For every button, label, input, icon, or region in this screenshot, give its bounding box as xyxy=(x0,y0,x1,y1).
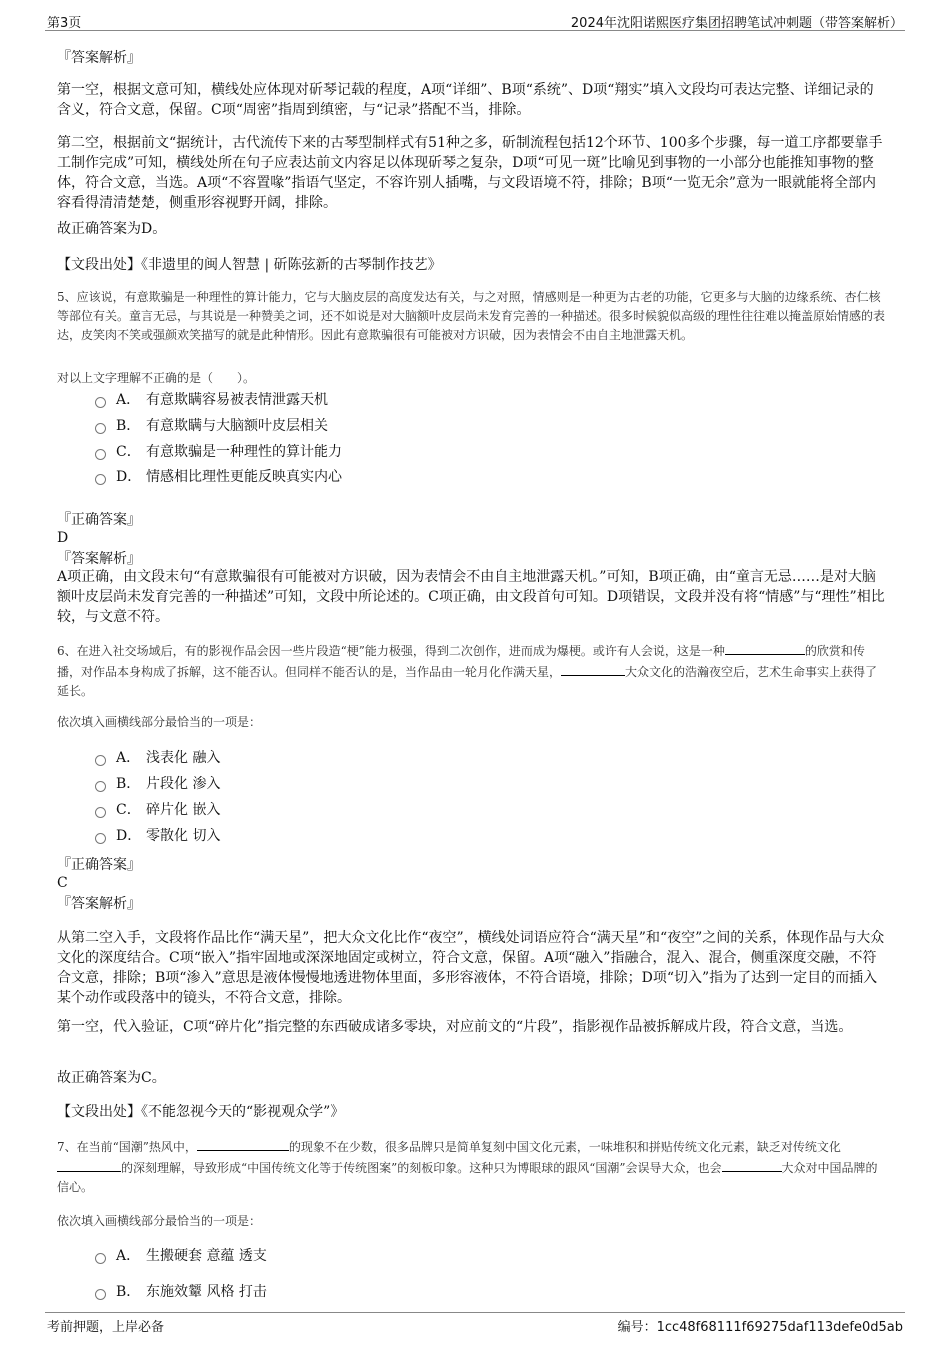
radio-icon[interactable] xyxy=(95,833,106,844)
q7-stem-part3: 的深刻理解，导致形成“中国传统文化等于传统图案”的刻板印象。这种只为博眼球的跟风“国潮”会误导大众，也会 xyxy=(121,1161,722,1175)
fill-blank-1 xyxy=(197,1136,289,1151)
q6-analysis-para1: 从第二空入手，文段将作品比作“满天星”，把大众文化比作“夜空”，横线处词语应符合“满天星”和“夜空”之间的关系，体现作品与大众文化的深度结合。C项“嵌入”指牢固地或深深地固定或树立，符合文意，保留。A项“融入”指融合，混入、混合，侧重深度交融，不符合文意，排除；B项“渗入”意思是液体慢慢地透进物体里面，多形容液体，不符合语境，排除；D项“切入”指为了达到一定目的而插入某个动作或段落中的镜头，不符合文意，排除。 xyxy=(57,930,885,1006)
q6-answer-label: 『正确答案』 xyxy=(57,857,141,873)
q5-analysis: A项正确，由文段末句“有意欺骗很有可能被对方识破，因为表情会不由自主地泄露天机。”可知，B项正确，由“童言无忌……是对大脑额叶皮层尚未发育完善的一种描述”可知，文段中所论述的。C项正确，由文段首句可知。D项错误，文段并没有将“情感”与“理性”相比较，与文意不符。 xyxy=(57,569,885,625)
q5-option-a[interactable] xyxy=(95,390,328,410)
q6-answer: C xyxy=(57,875,68,891)
q6-analysis-label: 『答案解析』 xyxy=(57,896,141,912)
q7-stem-part1: 7、在当前“国潮”热风中， xyxy=(57,1140,197,1154)
fill-blank-3 xyxy=(722,1157,782,1172)
q5-answer: D xyxy=(57,530,69,546)
option-text: 情感相比理性更能反映真实内心 xyxy=(146,469,342,485)
q7-stem-part2: 的现象不在少数，很多品牌只是简单复刻中国文化元素，一味堆积和拼贴传统文化元素，缺乏对传统文化 xyxy=(288,1140,841,1154)
q6-prompt: 依次填入画横线部分最恰当的一项是： xyxy=(57,715,262,729)
option-text: 东施效颦 风格 打击 xyxy=(146,1284,267,1300)
page-number: 第3页 xyxy=(47,16,82,31)
fill-blank-1 xyxy=(725,640,805,655)
option-letter: A． xyxy=(116,1248,141,1264)
option-letter: D． xyxy=(116,469,142,485)
q6-source: 【文段出处】《不能忽视今天的“影视观众学”》 xyxy=(57,1104,345,1120)
q7-prompt: 依次填入画横线部分最恰当的一项是： xyxy=(57,1214,262,1228)
q6-stem xyxy=(57,640,887,701)
q6-stem-part3: 大众文化的浩瀚夜空后，艺术生命事实上获得了延长。 xyxy=(57,665,878,698)
q5-option-c[interactable] xyxy=(95,442,342,462)
q6-stem-part2: 的欣赏和传播，对作品本身构成了拆解，这不能否认。但同样不能否认的是，当作品由一轮月化作满天星， xyxy=(57,644,865,679)
radio-icon[interactable] xyxy=(95,755,106,766)
document-code: 编号：1cc48f68111f69275daf113defe0d5ab xyxy=(617,1320,903,1335)
option-text: 有意欺瞒与大脑额叶皮层相关 xyxy=(146,418,328,434)
radio-icon[interactable] xyxy=(95,1253,106,1264)
q7-option-b[interactable] xyxy=(95,1282,267,1302)
q7-option-a[interactable] xyxy=(95,1246,267,1266)
page-header xyxy=(45,10,905,31)
q5-option-d[interactable] xyxy=(95,467,342,487)
q4-analysis-para2: 第二空，根据前文“据统计，古代流传下来的古琴型制样式有51种之多，斫制流程包括12个环节、100多个步骤，每一道工序都要靠手工制作完成”可知，横线处所在句子应表达前文内容足以体现斫琴之复杂，D项“可见一斑”比喻见到事物的一小部分也能推知事物的整体，符合文意，当选。A项“不容置喙”指语气坚定，不容许别人插嘴，与文段语境不符，排除；B项“一览无余”意为一眼就能将全部内容看得清清楚楚，侧重形容视野开阔，排除。 xyxy=(57,135,883,211)
fill-blank-2 xyxy=(561,661,625,676)
fill-blank-2 xyxy=(57,1157,121,1172)
q6-stem-part1: 6、在进入社交场域后，有的影视作品会因一些片段造“梗”能力极强，得到二次创作，进而成为爆梗。或许有人会说，这是一种 xyxy=(57,644,725,658)
q6-option-d[interactable] xyxy=(95,826,220,846)
option-text: 片段化 渗入 xyxy=(146,776,221,792)
q4-analysis-para1: 第一空，根据文意可知，横线处应体现对斫琴记载的程度，A项“详细”、B项“系统”、D项“翔实”填入文段均可表达完整、详细记录的含义，符合文意，保留。C项“周密”指周到缜密，与“记录”搭配不当，排除。 xyxy=(57,82,874,118)
option-letter: B． xyxy=(116,418,141,434)
q6-conclusion: 故正确答案为C。 xyxy=(57,1070,166,1086)
q4-analysis-label: 『答案解析』 xyxy=(57,50,141,66)
q5-option-b[interactable] xyxy=(95,416,328,436)
option-letter: B． xyxy=(116,776,141,792)
option-text: 有意欺瞒容易被表情泄露天机 xyxy=(146,392,328,408)
q6-option-c[interactable] xyxy=(95,800,220,820)
option-text: 有意欺骗是一种理性的算计能力 xyxy=(146,444,342,460)
q6-option-a[interactable] xyxy=(95,748,220,768)
q5-answer-label: 『正确答案』 xyxy=(57,512,141,528)
q5-analysis-label: 『答案解析』 xyxy=(57,551,141,567)
option-letter: A． xyxy=(116,392,141,408)
q4-source: 【文段出处】《非遗里的闽人智慧 | 斫陈弦新的古琴制作技艺》 xyxy=(57,257,442,273)
option-letter: C． xyxy=(116,444,141,460)
option-text: 生搬硬套 意蕴 透支 xyxy=(146,1248,267,1264)
option-text: 零散化 切入 xyxy=(146,828,221,844)
radio-icon[interactable] xyxy=(95,474,106,485)
radio-icon[interactable] xyxy=(95,781,106,792)
q6-option-b[interactable] xyxy=(95,774,220,794)
radio-icon[interactable] xyxy=(95,397,106,408)
radio-icon[interactable] xyxy=(95,423,106,434)
q4-conclusion: 故正确答案为D。 xyxy=(57,221,167,237)
option-letter: B． xyxy=(116,1284,141,1300)
q5-prompt: 对以上文字理解不正确的是（ ）。 xyxy=(57,371,256,385)
q7-stem xyxy=(57,1136,887,1197)
footer-slogan: 考前押题，上岸必备 xyxy=(47,1320,165,1335)
option-text: 碎片化 嵌入 xyxy=(146,802,221,818)
radio-icon[interactable] xyxy=(95,807,106,818)
q5-stem: 5、应该说，有意欺骗是一种理性的算计能力，它与大脑皮层的高度发达有关，与之对照，情感则是一种更为古老的功能，它更多与大脑的边缘系统、杏仁核等部位有关。童言无忌，与其说是一种赞美之词，还不如说是对大脑额叶皮层尚未发育完善的一种描述。很多时候貌似高级的理性往往难以掩盖原始情感的表达，皮笑肉不笑或强颜欢笑描写的就是此种情形。因此有意欺骗很有可能被对方识破，因为表情会不由自主地泄露天机。 xyxy=(57,290,886,342)
q6-analysis-para2: 第一空，代入验证，C项“碎片化”指完整的东西破成诸多零块，对应前文的“片段”，指影视作品被拆解成片段，符合文意，当选。 xyxy=(57,1019,853,1035)
option-text: 浅表化 融入 xyxy=(146,750,221,766)
radio-icon[interactable] xyxy=(95,1289,106,1300)
document-title: 2024年沈阳诺熙医疗集团招聘笔试冲刺题（带答案解析） xyxy=(570,16,903,31)
page-footer xyxy=(45,1312,905,1333)
option-letter: C． xyxy=(116,802,141,818)
option-letter: A． xyxy=(116,750,141,766)
q7-stem-part4: 大众对中国品牌的信心。 xyxy=(57,1161,878,1194)
radio-icon[interactable] xyxy=(95,449,106,460)
option-letter: D． xyxy=(116,828,142,844)
